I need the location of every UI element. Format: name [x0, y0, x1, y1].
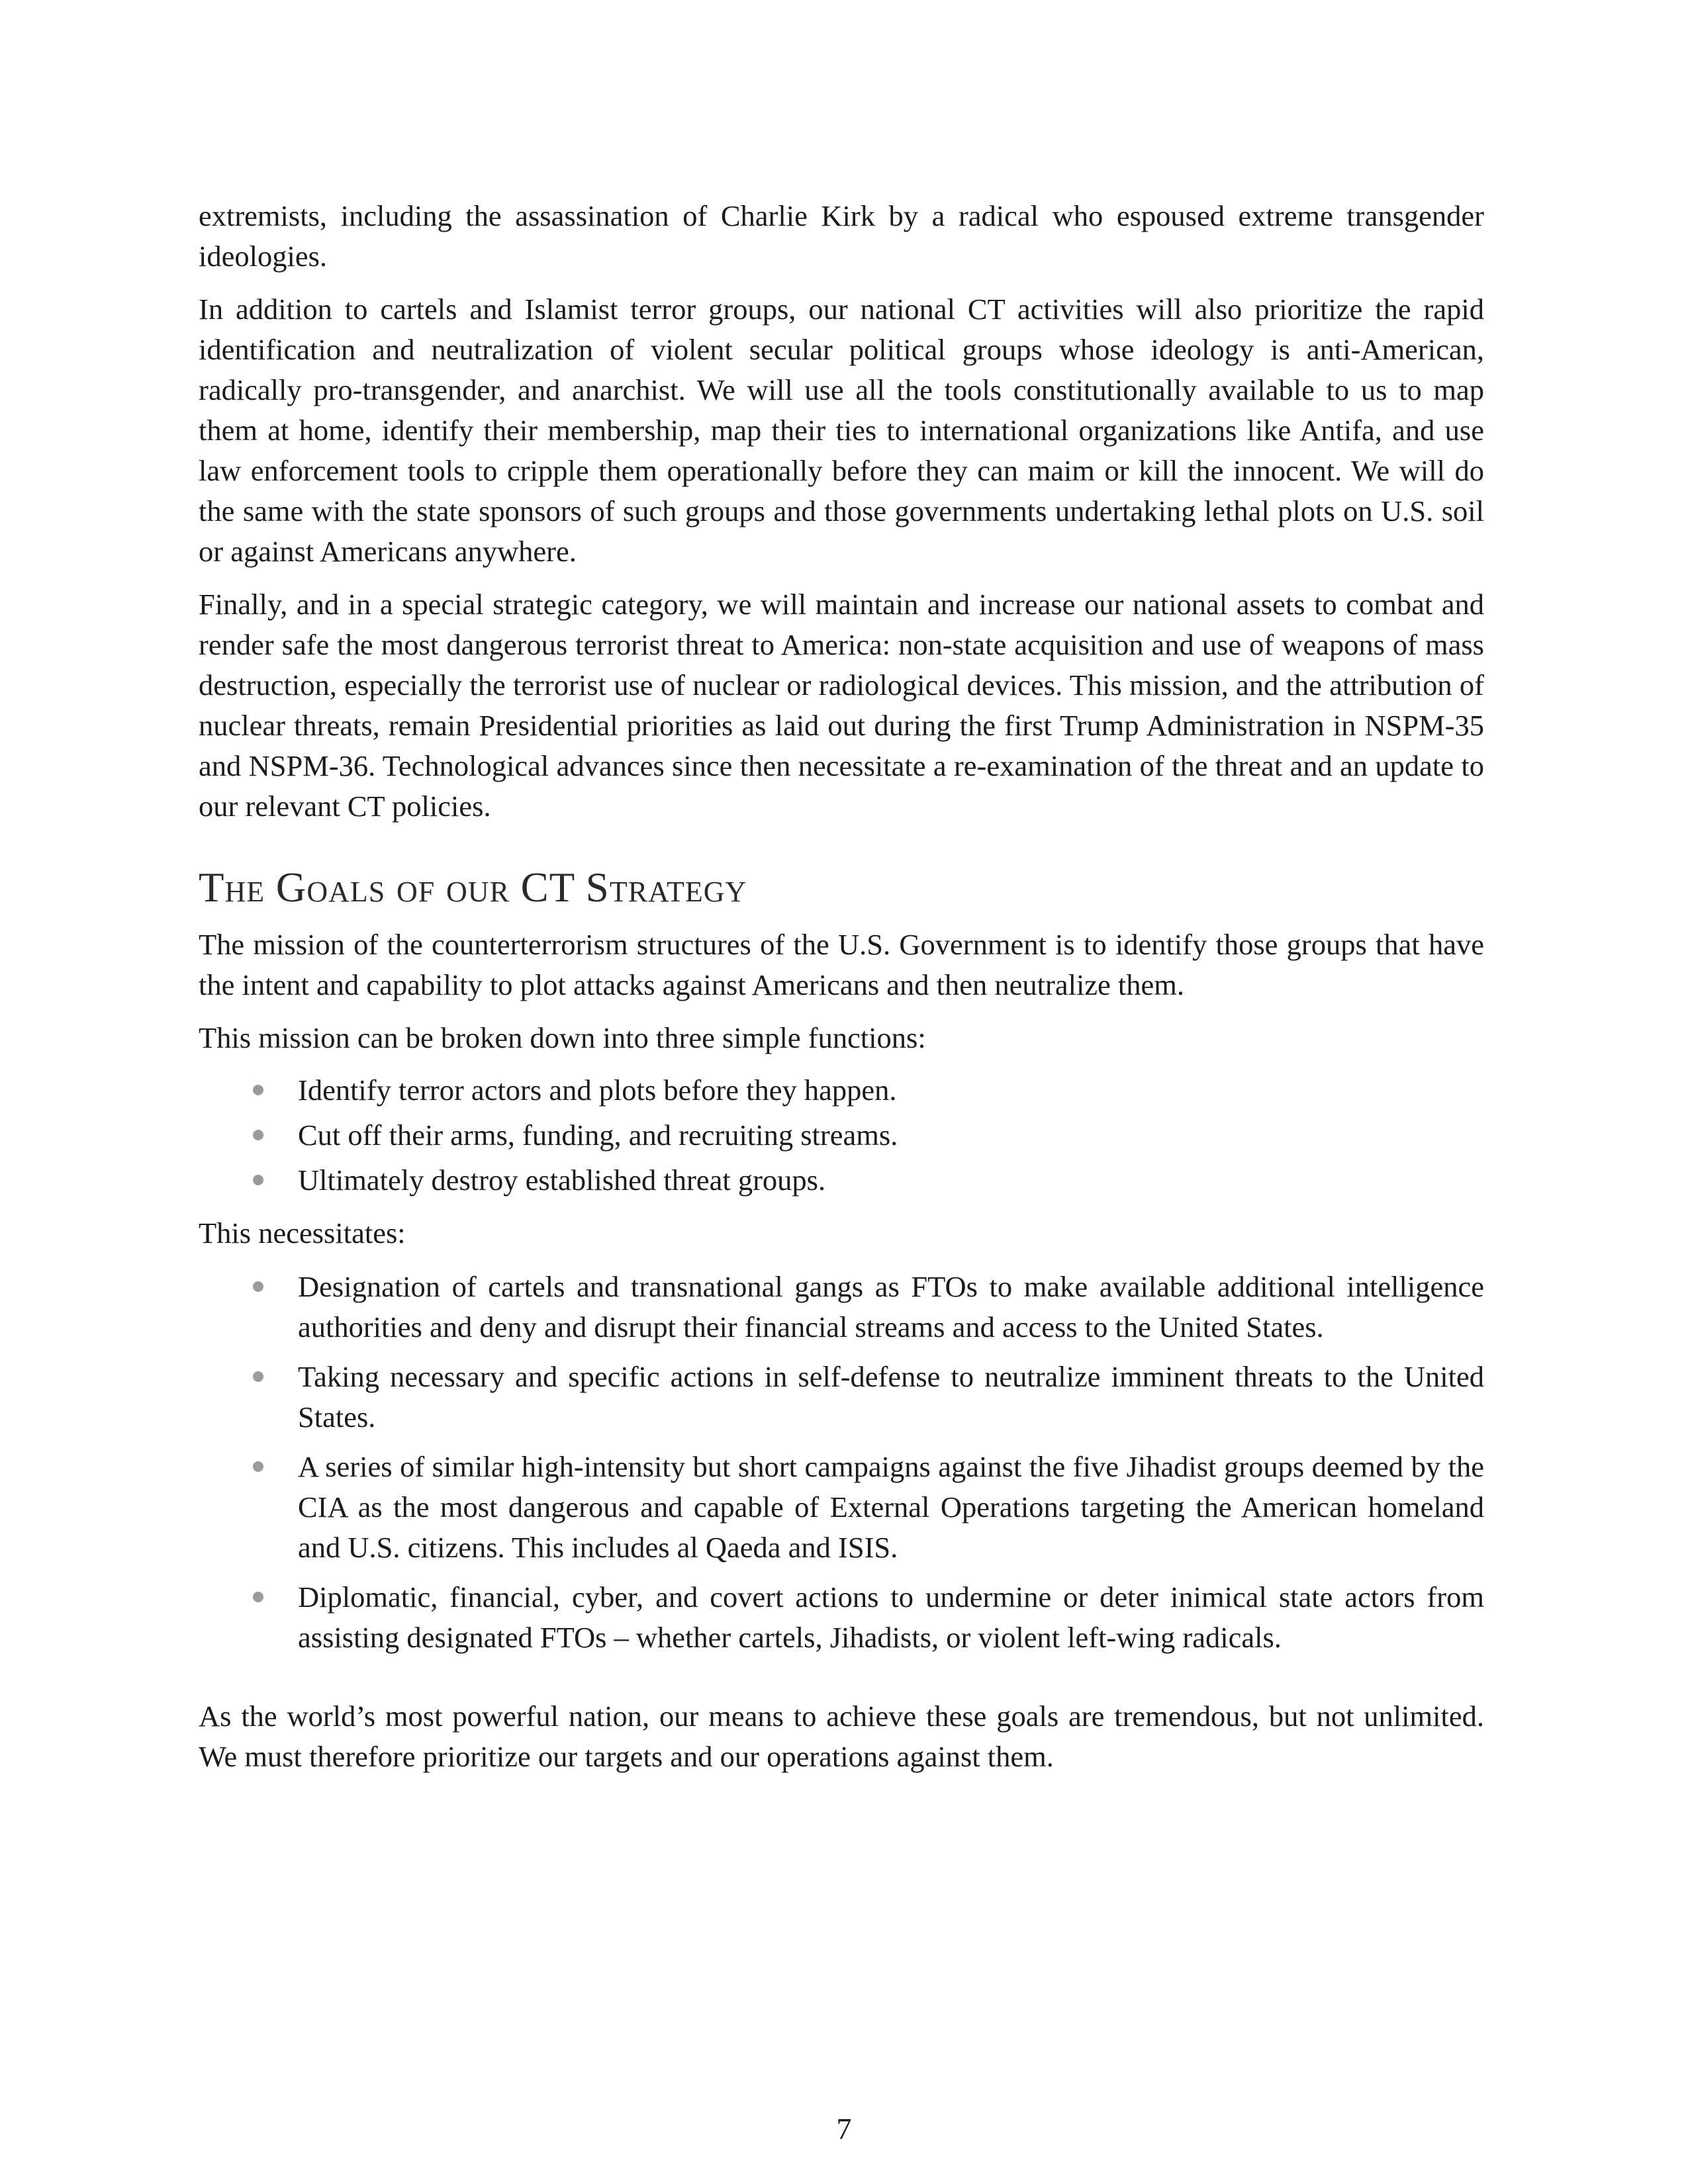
- list-item-text: Ultimately destroy established threat groups.: [298, 1163, 826, 1197]
- necessitates-list: [199, 1267, 1484, 1658]
- list-item-text: Cut off their arms, funding, and recruiting streams.: [298, 1118, 898, 1152]
- paragraph-mission: The mission of the counterterrorism structures of the U.S. Government is to identify those groups that have the intent and capability to plot attacks against Americans and then neutralize them.: [199, 928, 1484, 1001]
- list-item: [199, 1070, 1484, 1111]
- bullet-icon: [253, 1461, 263, 1472]
- list-item: [199, 1160, 1484, 1201]
- functions-list: [199, 1070, 1484, 1201]
- list-item-text: Diplomatic, financial, cyber, and covert actions to undermine or deter inimical state actors from assisting designated FTOs – whether cartels, Jihadists, or violent left-wing radicals.: [298, 1580, 1484, 1654]
- list-item-text: A series of similar high-intensity but short campaigns against the five Jihadist groups deemed by the CIA as the most dangerous and capable of External Operations targeting the American homeland and U.S. citizens. This includes al Qaeda and ISIS.: [298, 1450, 1484, 1564]
- bullet-icon: [253, 1175, 263, 1185]
- paragraph-necessitates-intro: This necessitates:: [199, 1216, 406, 1250]
- list-item-text: Identify terror actors and plots before they happen.: [298, 1073, 897, 1107]
- list-item: [199, 1357, 1484, 1437]
- bullet-icon: [253, 1130, 263, 1140]
- bullet-icon: [253, 1371, 263, 1382]
- bullet-icon: [253, 1085, 263, 1095]
- paragraph-secular-groups: In addition to cartels and Islamist terror groups, our national CT activities will also prioritize the rapid identification and neutralization of violent secular political groups whose ideology is anti-American, radically pro-transgender, and anarchist. We will use all the tools constitutionally available to us to map them at home, identify their membership, map their ties to international organizations like Antifa, and use law enforcement tools to cripple them operationally before they can maim or kill the innocent. We will do the same with the state sponsors of such groups and those governments undertaking lethal plots on U.S. soil or against Americans anywhere.: [199, 293, 1484, 568]
- paragraph-closing: As the world’s most powerful nation, our means to achieve these goals are tremendous, but not unlimited. We must therefore prioritize our targets and our operations against them.: [199, 1700, 1484, 1773]
- paragraph-extremists: extremists, including the assassination of Charlie Kirk by a radical who espoused extreme transgender ideologies.: [199, 199, 1484, 273]
- list-item: [199, 1267, 1484, 1347]
- list-item-text: Taking necessary and specific actions in self-defense to neutralize imminent threats to the United States.: [298, 1360, 1484, 1433]
- list-item: [199, 1577, 1484, 1658]
- bullet-icon: [253, 1281, 263, 1292]
- paragraph-functions-intro: This mission can be broken down into three simple functions:: [199, 1021, 926, 1054]
- list-item-text: Designation of cartels and transnational gangs as FTOs to make available additional intelligence authorities and deny and disrupt their financial streams and access to the United States.: [298, 1270, 1484, 1343]
- bullet-icon: [253, 1592, 263, 1602]
- paragraph-wmd: Finally, and in a special strategic category, we will maintain and increase our national assets to combat and render safe the most dangerous terrorist threat to America: non-state acquisition and use of weapons of mass destruction, especially the terrorist use of nuclear or radiological devices. This mission, and the attribution of nuclear threats, remain Presidential priorities as laid out during the first Trump Administration in NSPM-35 and NSPM-36. Technological advances since then necessitate a re-examination of the threat and an update to our relevant CT policies.: [199, 588, 1484, 823]
- document-page: [199, 196, 1484, 1777]
- list-item: [199, 1115, 1484, 1156]
- page-number: 7: [836, 2112, 852, 2146]
- list-item: [199, 1447, 1484, 1568]
- section-heading: The Goals of our CT Strategy: [199, 864, 747, 911]
